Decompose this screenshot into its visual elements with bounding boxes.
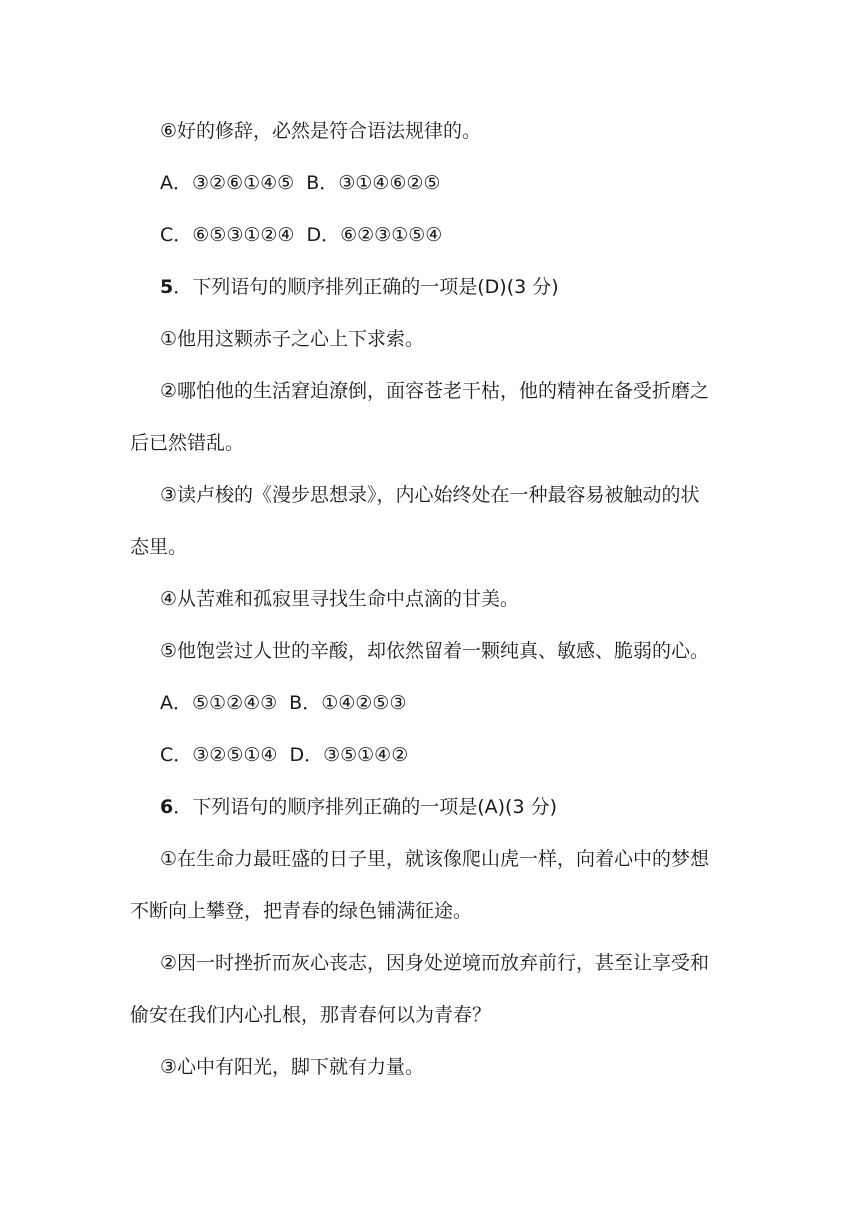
q4-option-a: A．③②⑥①④⑤ — [160, 172, 295, 194]
question-6-stem — [160, 794, 760, 820]
q4-option-d: D．⑥②③①⑤④ — [306, 224, 443, 246]
q4-options-cd — [160, 222, 760, 248]
q6-sentence-1-line1: ①在生命力最旺盛的日子里，就该像爬山虎一样，向着心中的梦想 — [160, 848, 710, 870]
q5-sentence-3-line2: 态里。 — [130, 536, 188, 558]
q5-sentence-1: ①他用这颗赤子之心上下求索。 — [160, 328, 425, 350]
q6-sentence-3: ③心中有阳光，脚下就有力量。 — [160, 1056, 425, 1078]
question-5-stem — [160, 274, 760, 300]
q5-sentence-4: ④从苦难和孤寂里寻找生命中点滴的甘美。 — [160, 588, 520, 610]
q4-options-ab — [160, 170, 760, 196]
question-6-number: 6 — [160, 796, 174, 818]
q5-sentence-2-line2: 后已然错乱。 — [130, 432, 245, 454]
q5-option-b: B．①④②⑤③ — [289, 692, 407, 714]
q6-sentence-1-line2: 不断向上攀登，把青春的绿色铺满征途。 — [130, 900, 473, 922]
sentence-6-line: ⑥好的修辞，必然是符合语法规律的。 — [160, 120, 482, 142]
q6-sentence-2-line1: ②因一时挫折而灰心丧志，因身处逆境而放弃前行，甚至让享受和 — [160, 952, 710, 974]
q5-sentence-5: ⑤他饱尝过人世的辛酸，却依然留着一颗纯真、敏感、脆弱的心。 — [160, 640, 710, 662]
q5-option-a: A．⑤①②④③ — [160, 692, 278, 714]
q4-option-c: C．⑥⑤③①②④ — [160, 224, 295, 246]
q6-sentence-2-line2: 偷安在我们内心扎根，那青春何以为青春？ — [130, 1004, 492, 1026]
q4-option-b: B．③①④⑥②⑤ — [306, 172, 441, 194]
question-5-number: 5 — [160, 276, 174, 298]
q5-option-d: D．③⑤①④② — [289, 744, 409, 766]
question-5-text: ．下列语句的顺序排列正确的一项是(D)(3 分) — [173, 276, 559, 298]
q5-options-ab — [160, 690, 760, 716]
q5-options-cd — [160, 742, 760, 768]
q5-option-c: C．③②⑤①④ — [160, 744, 278, 766]
q5-sentence-3-line1: ③读卢梭的《漫步思想录》，内心始终处在一种最容易被触动的状 — [160, 484, 700, 506]
question-6-text: ．下列语句的顺序排列正确的一项是(A)(3 分) — [173, 796, 558, 818]
q5-sentence-2-line1: ②哪怕他的生活窘迫潦倒，面容苍老干枯，他的精神在备受折磨之 — [160, 380, 710, 402]
